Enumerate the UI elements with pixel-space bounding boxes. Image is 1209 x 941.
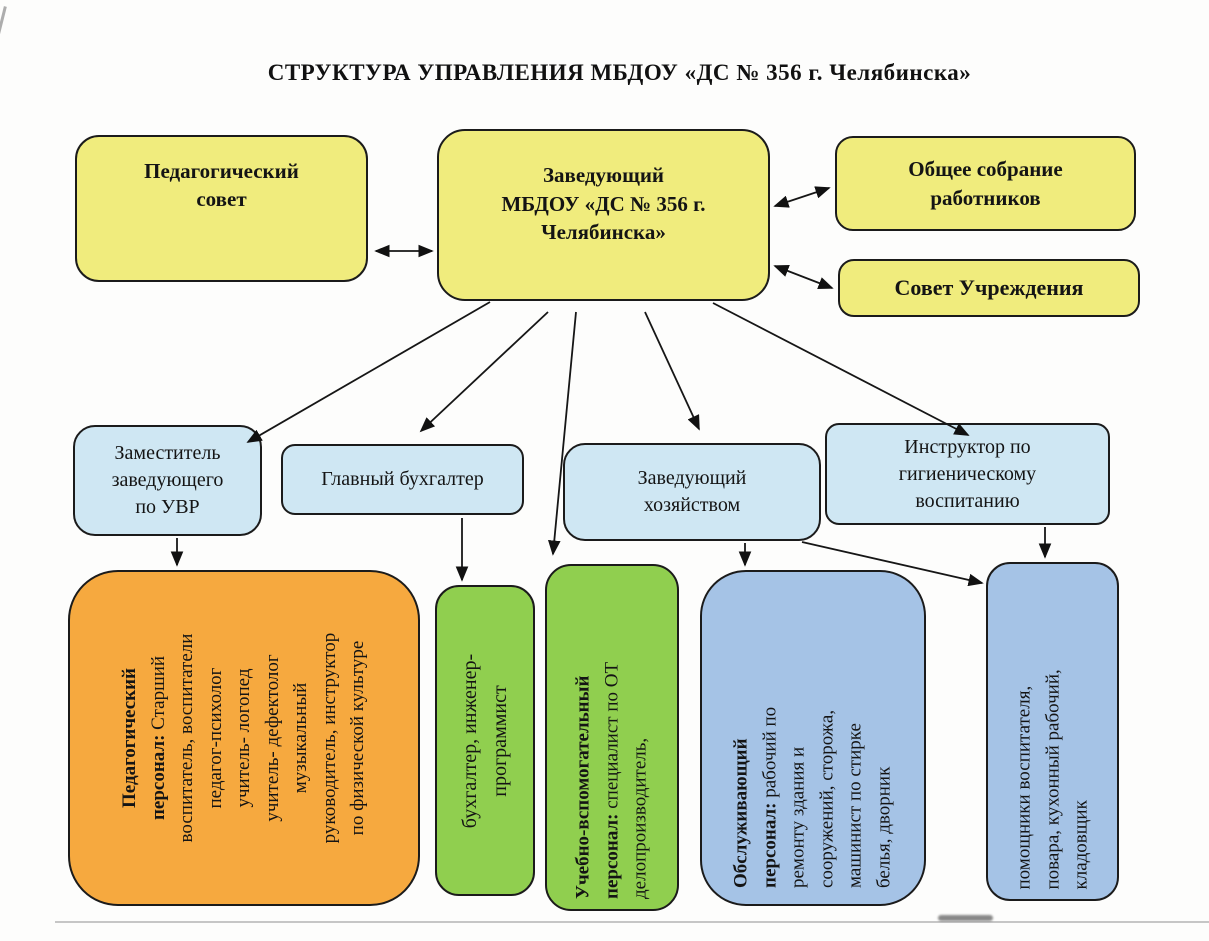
label-line: Обслуживающий (730, 738, 752, 888)
label-line: музыкальный (289, 682, 311, 794)
label-line: Главный бухгалтер (321, 468, 484, 490)
label-line: Педагогический (144, 159, 299, 183)
scan-line-artifact (55, 921, 1209, 923)
label-line: воспитанию (915, 489, 1020, 512)
label-line: заведующего (111, 469, 224, 491)
scan-corner-artifact (0, 6, 7, 38)
label-bold-part: персонал: (147, 734, 169, 821)
arrow-head-accountant (421, 312, 548, 431)
label-line: белья, дворник (873, 766, 894, 888)
label-line: гигиеническому (898, 462, 1037, 485)
node-pedagogical-council (75, 135, 368, 282)
label-line: по УВР (135, 496, 200, 518)
node-kitchen-staff (986, 562, 1119, 901)
vertical-label (728, 588, 899, 888)
label-line: Совет Учреждения (894, 275, 1084, 301)
label-line: совет (196, 187, 247, 212)
label-line: воспитатель, воспитатели (175, 633, 197, 843)
label-line: работников (930, 185, 1041, 210)
vertical-label (569, 577, 655, 899)
label-line: Общее собрание (908, 157, 1063, 182)
vertical-label (1010, 574, 1096, 889)
label-line: учитель- дефектолог (261, 654, 283, 822)
arrow-head-facilities (645, 312, 699, 429)
node-head-of-kindergarten (437, 129, 770, 301)
vertical-label (455, 598, 515, 883)
label-line: Педагогический (118, 668, 140, 808)
page-title: СТРУКТУРА УПРАВЛЕНИЯ МБДОУ «ДС № 356 г. Челябинска» (267, 60, 972, 85)
label-bold-part: персонал: (759, 802, 780, 888)
node-hygiene-instructor (825, 423, 1110, 525)
label-line: сооружений, сторожа, (816, 709, 837, 888)
node-chief-accountant (281, 444, 524, 515)
label-line: бухгалтер, инженер- (459, 653, 481, 828)
label-line: педагог-психолог (204, 667, 226, 809)
label-rest-part: Старший (147, 655, 169, 735)
node-facilities-manager (563, 443, 821, 541)
arrow-head-institutioncouncil (775, 266, 832, 288)
label-line (598, 577, 627, 899)
arrow-head-hygiene (713, 303, 968, 435)
label-line: ремонту здания и (787, 746, 809, 888)
label-line: Заведующий (542, 163, 665, 188)
node-service-staff (700, 570, 926, 906)
label-bold-part: персонал: (600, 813, 622, 899)
scan-smudge-artifact (938, 915, 993, 921)
label-line: повара, кухонный рабочий, (1041, 668, 1063, 889)
label-rest-part: рабочий по (759, 706, 780, 803)
node-general-meeting (835, 136, 1136, 231)
label-line (756, 588, 785, 888)
vertical-label (116, 582, 373, 894)
label-line: делопроизводитель, (629, 737, 651, 899)
arrow-head-deputy (248, 302, 490, 442)
label-line: машинист по стирке (844, 723, 866, 888)
label-line: учитель- логопед (232, 668, 254, 808)
label-line: программист (489, 684, 511, 797)
label-line: Заместитель (114, 442, 221, 464)
label-line: Учебно-вспомогательный (572, 675, 594, 899)
label-line: помощники воспитателя, (1012, 685, 1034, 889)
label-line: Челябинска» (541, 220, 666, 245)
node-support-staff (545, 564, 679, 911)
label-rest-part: специалист по ОТ (600, 661, 622, 814)
node-institution-council (838, 259, 1140, 317)
node-pedagogical-staff (68, 570, 420, 906)
label-line: руководитель, инструктор (318, 632, 340, 844)
arrow-head-generalmeeting (775, 188, 829, 206)
label-line: Заведующий (637, 467, 747, 489)
label-line: Инструктор по (904, 435, 1031, 458)
label-line: хозяйством (643, 494, 741, 516)
label-line (144, 582, 173, 894)
node-accounting-staff (435, 585, 535, 896)
label-line: по физической культуре (346, 640, 368, 836)
label-line: кладовщик (1069, 799, 1091, 889)
label-line: МБДОУ «ДС № 356 г. (501, 191, 706, 216)
node-deputy-head (73, 425, 262, 536)
